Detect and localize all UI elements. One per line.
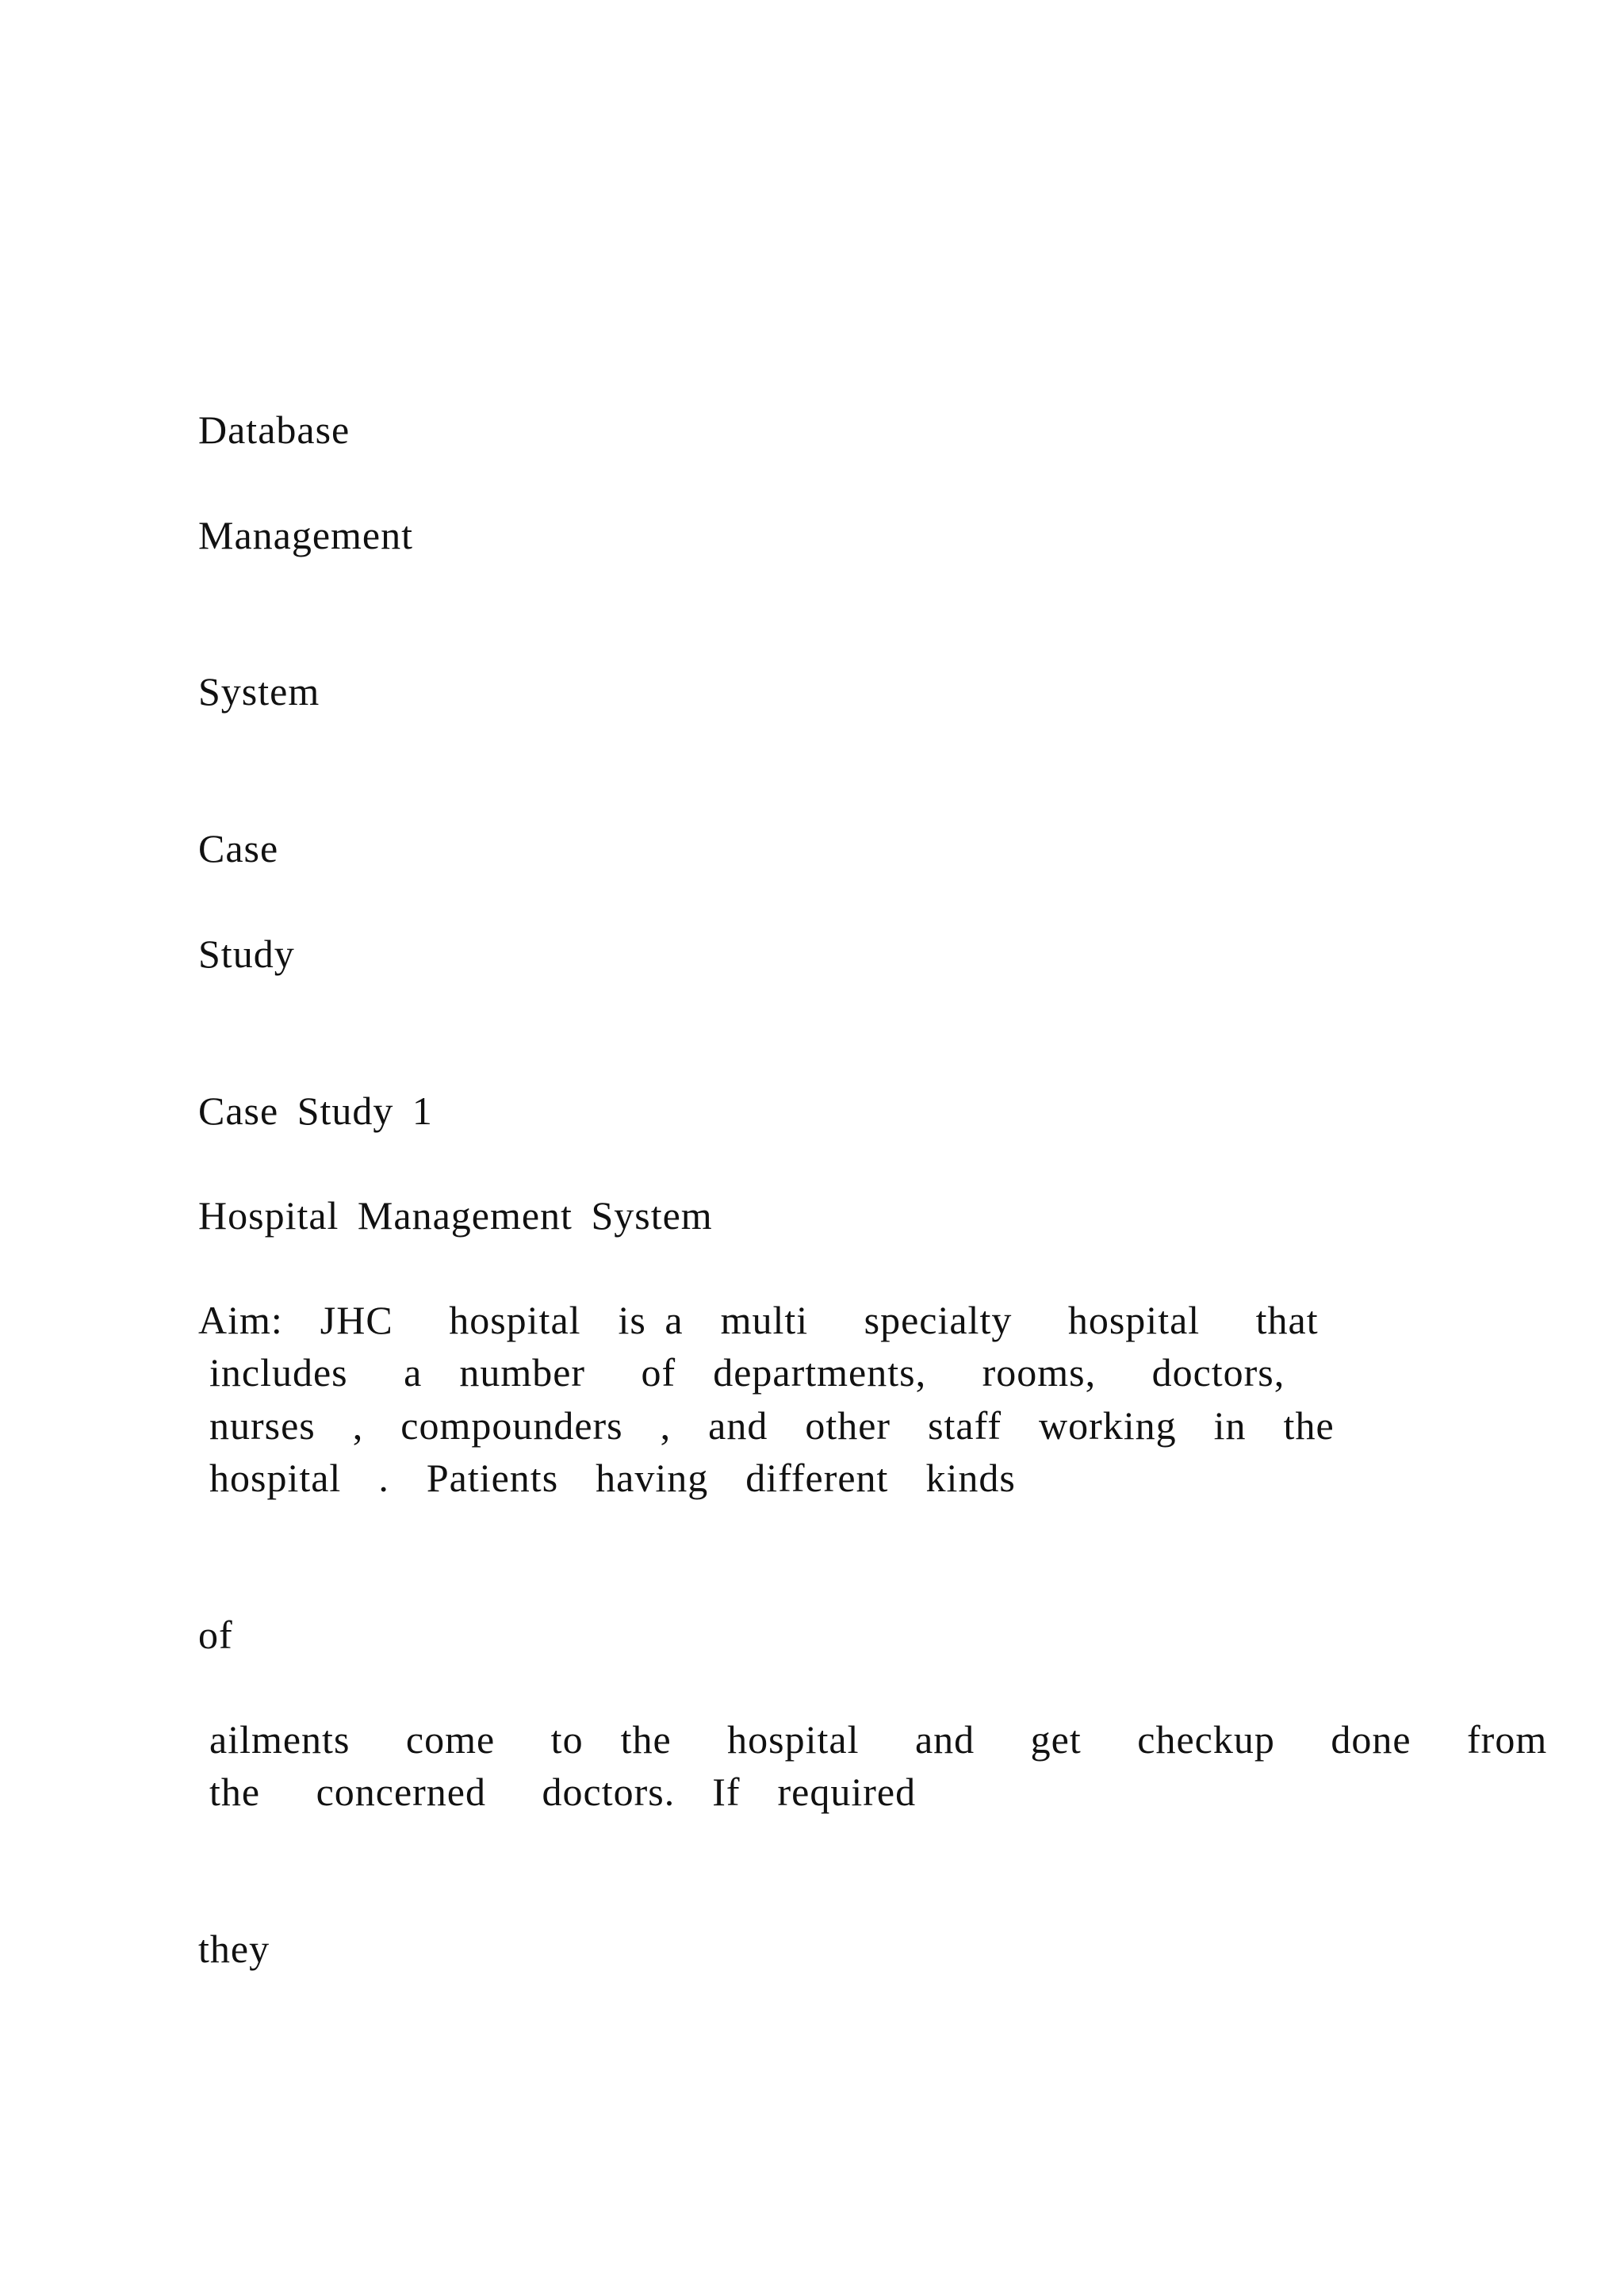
ailments-line-1: ailments come to the hospital and get checkup done from <box>209 1717 1548 1762</box>
title-line-4: Case <box>198 826 279 871</box>
title-line-5: Study <box>198 932 295 976</box>
title-line-2: Management <box>198 513 414 557</box>
title-line-3: System <box>198 669 320 714</box>
aim-line-1: Aim: JHC hospital is a multi specialty hospital that <box>198 1298 1319 1342</box>
case-title: Hospital Management System <box>198 1193 713 1238</box>
aim-line-4: hospital . Patients having different kinds <box>209 1456 1016 1500</box>
fragment-they: they <box>198 1927 270 1971</box>
case-heading: Case Study 1 <box>198 1089 433 1133</box>
fragment-of: of <box>198 1613 233 1657</box>
title-line-1: Database <box>198 408 350 452</box>
aim-line-2: includes a number of departments, rooms, doctors, <box>209 1350 1285 1395</box>
ailments-line-2: the concerned doctors. If required <box>209 1770 917 1814</box>
aim-line-3: nurses , compounders , and other staff working in the <box>209 1403 1335 1448</box>
